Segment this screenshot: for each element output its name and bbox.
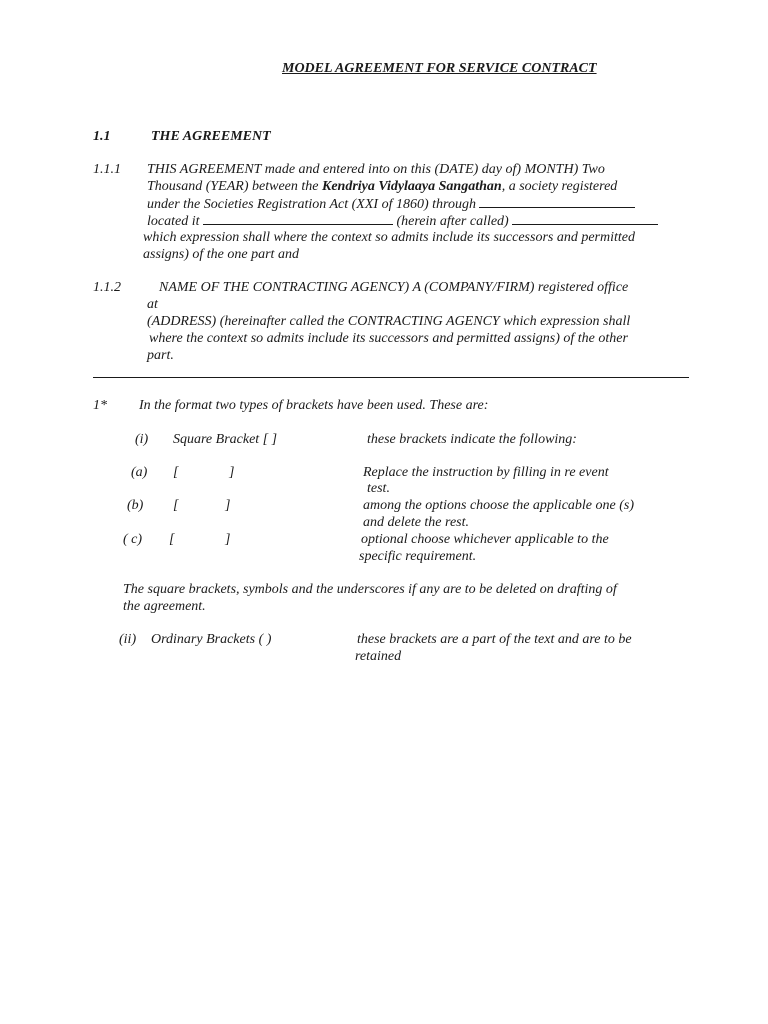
ordinary-bracket-label: (ii) [119,632,137,647]
square-bracket-desc: these brackets indicate the following: [367,432,577,447]
bracket-item-label: (a) [131,465,148,480]
bracket-open: [ [173,498,179,513]
fill-in-blank [479,195,635,208]
clause-1-1-1-line-2-end: , a society registered [501,179,618,194]
section-number: 1.1 [93,129,111,144]
bracket-close: ] [225,498,231,513]
bracket-open: [ [173,465,179,480]
section-heading: THE AGREEMENT [151,129,271,144]
footnote-marker: 1* [93,398,107,413]
footnote-separator [93,377,689,378]
footnote-intro: In the format two types of brackets have been used. These are: [139,398,489,413]
document-title: MODEL AGREEMENT FOR SERVICE CONTRACT [282,61,597,76]
clause-1-1-1-line-2-start: Thousand (YEAR) between the [147,179,322,194]
clause-1-1-2-line-3: (ADDRESS) (hereinafter called the CONTRACTING AGENCY which expression shall [147,314,631,329]
kvs-name: Kendriya Vidylaaya Sangathan [321,179,502,194]
ordinary-bracket-desc-line-1: these brackets are a part of the text and are to be [357,632,632,647]
clause-1-1-1-line-6: assigns) of the one part and [143,247,299,262]
bracket-item-desc-line-2: and delete the rest. [363,515,470,530]
square-bracket-name: Square Bracket [ ] [173,432,278,447]
clause-1-1-1-line-4 [147,212,658,230]
clause-1-1-1-line-3 [147,195,635,213]
square-bracket-label: (i) [135,432,149,447]
bracket-close: ] [225,532,231,547]
bracket-item-desc-line-2: specific requirement. [359,549,477,564]
bracket-item-desc-line-2: test. [367,481,390,496]
bracket-item-desc-line-1: among the options choose the applicable one (s) [363,498,635,513]
square-bracket-note-line-1: The square brackets, symbols and the underscores if any are to be deleted on drafting of [123,582,617,597]
ordinary-bracket-name: Ordinary Brackets ( ) [151,632,272,647]
square-bracket-note-line-2: the agreement. [123,599,206,614]
bracket-open: [ [169,532,175,547]
fill-in-blank [203,212,393,225]
clause-1-1-2-line-1: NAME OF THE CONTRACTING AGENCY) A (COMPANY/FIRM) registered office [159,280,629,295]
clause-1-1-1-line-4-middle: (herein after called) [396,214,509,229]
clause-number-1-1-1: 1.1.1 [93,162,121,177]
clause-1-1-1-line-4-start: located it [147,214,200,229]
fill-in-blank [512,212,658,225]
clause-1-1-1-line-1: THIS AGREEMENT made and entered into on this (DATE) day of) MONTH) Two [147,162,605,177]
clause-1-1-2-line-2: at [147,297,158,312]
bracket-item-desc-line-1: Replace the instruction by filling in re event [363,465,609,480]
ordinary-bracket-desc-line-2: retained [355,649,402,664]
clause-1-1-1-line-5: which expression shall where the context so admits include its successors and permitted [143,230,636,245]
clause-1-1-2-line-4: where the context so admits include its successors and permitted assigns) of the other [149,331,628,346]
clause-number-1-1-2: 1.1.2 [93,280,121,295]
bracket-item-desc-line-1: optional choose whichever applicable to the [361,532,609,547]
clause-1-1-2-line-5: part. [147,348,174,363]
bracket-item-label: ( c) [123,532,143,547]
bracket-item-label: (b) [127,498,144,513]
clause-1-1-1-line-3-text: under the Societies Registration Act (XXI of 1860) through [147,197,476,212]
bracket-close: ] [229,465,235,480]
clause-1-1-1-line-2 [147,178,617,195]
